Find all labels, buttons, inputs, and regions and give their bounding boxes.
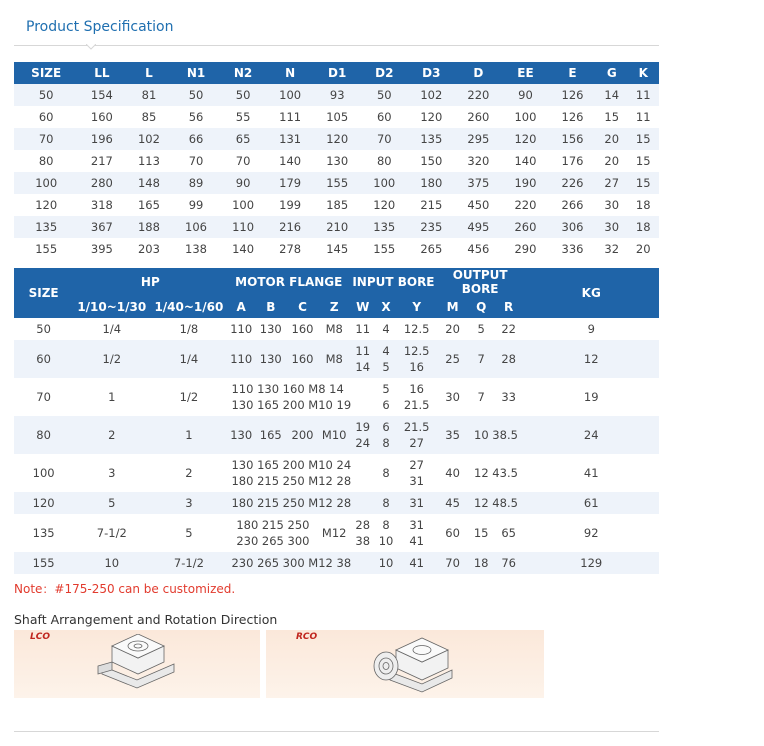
table-cell: 1 — [108, 390, 116, 404]
table-cell: 120 — [35, 198, 58, 212]
table-cell: 60 — [376, 110, 392, 124]
bottom-divider — [14, 731, 659, 732]
gearbox-lco-icon — [92, 634, 182, 696]
table-row — [14, 128, 659, 150]
spec-col-ee: EE — [502, 62, 549, 84]
table-cell: 50 — [361, 84, 408, 106]
table-cell: 156 — [549, 128, 596, 150]
table-cell: 15 — [635, 154, 651, 168]
table-cell: 7-1/2 — [150, 552, 227, 574]
table-cell: 260 — [502, 216, 549, 238]
table-row — [14, 552, 659, 574]
table-cell: 56 — [188, 110, 204, 124]
table-cell: 19 — [583, 390, 599, 404]
col-r: R — [494, 296, 524, 318]
table-cell: 165 — [137, 198, 160, 212]
table-cell: 35 — [437, 416, 469, 454]
table-cell: 180 215 250 M12 28 — [227, 492, 375, 514]
table-cell: 15 — [604, 110, 620, 124]
customization-note: Note：#175-250 can be customized. — [14, 582, 236, 596]
table-cell: 100 — [232, 198, 255, 212]
table-cell: 70 — [235, 154, 251, 168]
table-cell: 210 — [314, 216, 361, 238]
table-cell: 265 — [420, 242, 443, 256]
col-m: M — [437, 296, 469, 318]
table-cell: 60 — [14, 340, 73, 378]
table-cell: 90 — [220, 172, 267, 194]
table-cell: 140 — [279, 154, 302, 168]
table-cell: 290 — [514, 242, 537, 256]
spec-col-d3: D3 — [408, 62, 455, 84]
spec-col-n1: N1 — [172, 62, 219, 84]
table-cell: 27 — [596, 172, 627, 194]
table-cell: 216 — [267, 216, 314, 238]
table-cell: 8 — [382, 466, 390, 480]
col-size: SIZE — [14, 268, 73, 318]
table-cell: 61 — [523, 492, 659, 514]
col-b: B — [255, 296, 287, 318]
table-cell: 10 38.5 — [468, 416, 523, 454]
table-row — [14, 318, 659, 340]
table-cell: 120 — [502, 128, 549, 150]
table-cell: 65 — [501, 526, 516, 540]
table-cell: 65 — [220, 128, 267, 150]
table-cell: 20 — [596, 128, 627, 150]
table-cell: 1/4 — [150, 340, 227, 378]
col-x: X — [375, 296, 396, 318]
table-cell: 135 — [361, 216, 408, 238]
table-cell: 138 — [185, 242, 207, 256]
table-cell: 190 — [502, 172, 549, 194]
table-cell: 106 — [172, 216, 219, 238]
table-cell: 12 43.5 — [474, 466, 518, 480]
table-cell: 100 — [361, 172, 408, 194]
table-cell: 130 — [259, 322, 282, 336]
table-cell: 120 — [373, 198, 396, 212]
table-cell: 140 — [232, 242, 255, 256]
col-w: W — [350, 296, 375, 318]
spec-col-l: L — [125, 62, 172, 84]
table-cell: 220 — [514, 198, 537, 212]
table-cell: 130 — [227, 416, 254, 454]
table-cell: 92 — [583, 526, 599, 540]
table-cell: 102 — [408, 84, 455, 106]
table-cell: 85 — [141, 110, 157, 124]
col-y: Y — [397, 296, 437, 318]
table-cell: 1/4 — [102, 322, 122, 336]
table-cell: 99 — [188, 198, 204, 212]
spec-col-size: SIZE — [14, 62, 78, 84]
table-cell: 180 215 250 230 265 300 — [236, 518, 310, 548]
table-cell: 55 — [235, 110, 251, 124]
table-cell: 3 — [108, 466, 116, 480]
table-cell: 7-1/2 — [96, 526, 127, 540]
table-cell: 220 — [455, 84, 502, 106]
table-cell: 131 — [267, 128, 314, 150]
table-cell: 135 — [14, 216, 78, 238]
table-cell: 11 — [627, 84, 659, 106]
gearbox-rco-icon — [370, 636, 456, 698]
table-cell: 70 — [437, 552, 469, 574]
table-cell: 60 — [445, 526, 460, 540]
table-row — [14, 106, 659, 128]
col-q: Q — [468, 296, 493, 318]
rco-label: RCO — [296, 632, 318, 642]
table-cell: 15 — [627, 128, 659, 150]
table-cell: 113 — [137, 154, 160, 168]
table-row — [14, 378, 659, 416]
table-cell: 70 — [188, 154, 204, 168]
table-cell: 336 — [561, 242, 584, 256]
page-title[interactable]: Product Specification — [26, 19, 174, 35]
table-cell: 100 — [14, 172, 78, 194]
table-cell: 450 — [467, 198, 490, 212]
table-cell: 126 — [549, 84, 596, 106]
table-cell: 4 — [382, 322, 390, 336]
table-cell: 18 — [635, 198, 651, 212]
table-cell: 102 — [125, 128, 172, 150]
table-row — [14, 340, 659, 378]
table-cell: 28 — [494, 340, 524, 378]
table-row — [14, 514, 659, 552]
table-cell: 105 — [326, 110, 349, 124]
table-cell: 160 — [90, 110, 113, 124]
table-cell: 135 — [32, 526, 55, 540]
table-cell: M8 — [325, 322, 343, 336]
spec-col-d1: D1 — [314, 62, 361, 84]
table-cell: 155 — [14, 552, 73, 574]
table-cell: 16 21.5 — [403, 382, 430, 412]
table-cell: 19 24 — [350, 416, 375, 454]
table-cell: 30 — [596, 216, 627, 238]
table-cell: 76 — [494, 552, 524, 574]
table-cell: 155 — [35, 242, 58, 256]
table-cell: 10 — [73, 552, 150, 574]
col-c: C — [287, 296, 319, 318]
table-cell: 1/2 — [73, 340, 150, 378]
table-cell: 120 — [14, 492, 73, 514]
table-cell: 110 — [230, 322, 253, 336]
table-row — [14, 194, 659, 216]
table-cell: 280 — [78, 172, 125, 194]
spec-col-d: D — [455, 62, 502, 84]
table-cell: 11 — [355, 322, 371, 336]
table-row — [14, 84, 659, 106]
shaft-section-title: Shaft Arrangement and Rotation Direction — [14, 612, 278, 627]
table-cell: 130 165 200 M10 24 180 215 250 M12 28 — [231, 458, 352, 488]
table-cell: 28 38 — [355, 518, 371, 548]
table-cell: 140 — [514, 154, 537, 168]
table-cell: 203 — [137, 242, 160, 256]
table-cell: M12 — [321, 526, 347, 540]
table-cell: 15 — [627, 172, 659, 194]
table-cell: 80 — [38, 154, 54, 168]
spec-col-k: K — [627, 62, 659, 84]
motor-table-header-top — [14, 268, 659, 296]
table-cell: 135 — [408, 128, 455, 150]
table-cell: 9 — [587, 322, 595, 336]
table-cell: 70 — [36, 390, 51, 404]
table-cell: 7 — [468, 340, 493, 378]
table-cell: 375 — [455, 172, 502, 194]
table-cell: 27 31 — [409, 458, 424, 488]
spec-col-ll: LL — [78, 62, 125, 84]
table-row — [14, 492, 659, 514]
table-cell: 295 — [455, 128, 502, 150]
table-cell: 21.5 27 — [397, 416, 437, 454]
table-cell: 20 — [445, 322, 460, 336]
table-cell: 6 8 — [375, 416, 396, 454]
col-hp2: 1/40~1/60 — [150, 296, 227, 318]
table-cell: 20 — [604, 154, 620, 168]
table-cell: 120 — [314, 128, 361, 150]
table-cell: 456 — [467, 242, 490, 256]
table-cell: 318 — [90, 198, 113, 212]
table-cell: 5 — [185, 526, 193, 540]
table-cell: 14 — [596, 84, 627, 106]
table-cell: 165 — [255, 416, 287, 454]
col-a: A — [227, 296, 254, 318]
table-row — [14, 172, 659, 194]
table-cell: 176 — [561, 154, 584, 168]
table-cell: 70 — [361, 128, 408, 150]
table-cell: 179 — [267, 172, 314, 194]
table-cell: 1 — [150, 416, 227, 454]
table-cell: 278 — [279, 242, 302, 256]
table-cell: 110 — [227, 340, 254, 378]
table-cell: 15 — [473, 526, 489, 540]
table-cell: 495 — [455, 216, 502, 238]
table-cell: 196 — [78, 128, 125, 150]
table-cell: 148 — [125, 172, 172, 194]
table-cell: 12 48.5 — [468, 492, 523, 514]
spec-table — [14, 62, 659, 260]
table-cell: 215 — [420, 198, 443, 212]
table-cell: 130 — [326, 154, 349, 168]
table-cell: 20 — [635, 242, 651, 256]
col-kg: KG — [523, 268, 659, 318]
lco-panel[interactable] — [14, 630, 260, 698]
table-cell: M10 — [318, 416, 350, 454]
table-cell: 4 5 — [375, 340, 396, 378]
spec-col-d2: D2 — [361, 62, 408, 84]
table-row — [14, 150, 659, 172]
table-cell: 150 — [420, 154, 443, 168]
table-cell: 41 — [397, 552, 437, 574]
col-input-bore: INPUT BORE — [350, 268, 437, 296]
table-cell: 80 — [14, 416, 73, 454]
table-cell: 30 — [604, 198, 620, 212]
table-cell: 367 — [78, 216, 125, 238]
table-row — [14, 238, 659, 260]
col-motor-flange: MOTOR FLANGE — [227, 268, 350, 296]
motor-table — [14, 268, 659, 574]
table-cell: 180 — [408, 172, 455, 194]
table-cell: 70 — [14, 128, 78, 150]
table-cell: 160 — [291, 322, 314, 336]
table-cell: 129 — [523, 552, 659, 574]
table-cell: 266 — [561, 198, 584, 212]
table-cell: 66 — [172, 128, 219, 150]
table-cell: 100 — [32, 466, 55, 480]
spec-col-n: N — [267, 62, 314, 84]
table-cell: 31 41 — [409, 518, 424, 548]
table-cell: 110 130 160 M8 14 130 165 200 M10 19 — [231, 382, 352, 412]
table-cell: 1/8 — [179, 322, 199, 336]
table-cell: 22 — [501, 322, 516, 336]
table-cell: 154 — [78, 84, 125, 106]
col-z: Z — [318, 296, 350, 318]
table-cell: 1/2 — [179, 390, 199, 404]
table-cell: 200 — [287, 416, 319, 454]
table-cell: M8 — [318, 340, 350, 378]
col-output-bore: OUTPUT BORE — [437, 268, 524, 296]
table-cell: 5 6 — [382, 382, 390, 412]
table-cell: 217 — [90, 154, 113, 168]
table-cell: 18 — [627, 216, 659, 238]
spec-col-n2: N2 — [220, 62, 267, 84]
table-cell: 45 — [437, 492, 469, 514]
lco-label: LCO — [30, 632, 50, 642]
table-cell: 2 — [185, 466, 193, 480]
table-cell: 2 — [73, 416, 150, 454]
table-cell: 41 — [583, 466, 599, 480]
table-cell: 395 — [90, 242, 113, 256]
table-cell: 100 — [267, 84, 314, 106]
table-row — [14, 416, 659, 454]
table-cell: 145 — [326, 242, 349, 256]
table-cell: 320 — [467, 154, 490, 168]
table-cell: 30 — [445, 390, 460, 404]
table-cell: 155 — [314, 172, 361, 194]
table-cell: 81 — [125, 84, 172, 106]
table-row — [14, 216, 659, 238]
table-cell: 5 — [477, 322, 485, 336]
rco-panel[interactable] — [266, 630, 544, 698]
table-cell: 100 — [514, 110, 537, 124]
col-hp1: 1/10~1/30 — [73, 296, 150, 318]
table-cell: 10 — [375, 552, 396, 574]
table-cell: 11 — [635, 110, 651, 124]
spec-table-header — [14, 62, 659, 84]
table-cell: 8 — [375, 492, 396, 514]
table-cell: 12.5 16 — [397, 340, 437, 378]
table-cell: 12.5 — [403, 322, 430, 336]
table-cell: 230 265 300 M12 38 — [227, 552, 375, 574]
table-cell: 110 — [220, 216, 267, 238]
table-cell: 32 — [604, 242, 620, 256]
table-cell: 80 — [376, 154, 392, 168]
table-cell: 185 — [326, 198, 349, 212]
table-cell: 25 — [437, 340, 469, 378]
table-cell: 5 — [73, 492, 150, 514]
table-cell: 24 — [523, 416, 659, 454]
table-cell: 3 — [150, 492, 227, 514]
table-cell: 60 — [38, 110, 54, 124]
table-cell: 93 — [314, 84, 361, 106]
table-cell: 11 14 — [350, 340, 375, 378]
table-cell: 160 — [287, 340, 319, 378]
table-row — [14, 454, 659, 492]
table-cell: 50 — [172, 84, 219, 106]
table-cell: 40 — [445, 466, 460, 480]
table-cell: 50 — [14, 84, 78, 106]
table-cell: 226 — [549, 172, 596, 194]
table-cell: 50 — [220, 84, 267, 106]
table-cell: 111 — [279, 110, 302, 124]
table-cell: 18 — [468, 552, 493, 574]
active-tab-caret-icon — [86, 44, 96, 50]
table-cell: 8 10 — [378, 518, 394, 548]
table-cell: 7 — [477, 390, 485, 404]
table-cell: 155 — [373, 242, 396, 256]
table-cell: 120 — [420, 110, 443, 124]
spec-col-e: E — [549, 62, 596, 84]
table-cell: 12 — [523, 340, 659, 378]
col-hp: HP — [73, 268, 227, 296]
table-cell: 126 — [561, 110, 584, 124]
table-cell: 50 — [36, 322, 51, 336]
table-cell: 188 — [125, 216, 172, 238]
title-divider — [14, 45, 659, 46]
table-cell: 260 — [467, 110, 490, 124]
table-cell: 31 — [397, 492, 437, 514]
table-cell: 33 — [501, 390, 516, 404]
table-cell: 130 — [255, 340, 287, 378]
table-cell: 90 — [502, 84, 549, 106]
table-cell: 199 — [279, 198, 302, 212]
table-cell: 306 — [549, 216, 596, 238]
spec-col-g: G — [596, 62, 627, 84]
table-cell: 235 — [408, 216, 455, 238]
table-cell: 89 — [172, 172, 219, 194]
